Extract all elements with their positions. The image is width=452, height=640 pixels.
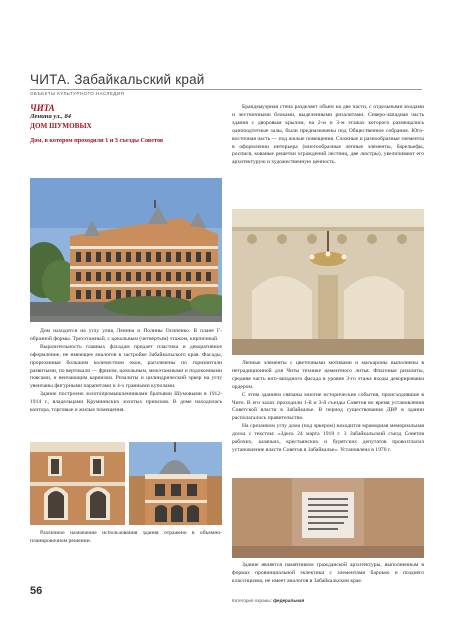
header-divider <box>30 89 422 90</box>
category-value: федеральная <box>273 598 305 603</box>
right-body-text-top <box>232 104 424 167</box>
running-header-title: ЧИТА. Забайкальский край <box>30 72 205 87</box>
paragraph: Здание построено золотопромышленниками братьями Шумовыми в 1912-1914 г., владельцами Круминнских золотых приисков. В доме находилась контора, торговые и жилые помещения. <box>30 391 222 414</box>
page-number: 56 <box>30 585 43 597</box>
right-body-text-bottom <box>232 562 424 586</box>
paragraph: Здание является памятником гражданской архитектуры, выполненным в формах провинциальной эклектики с элементами барокко и позднего классицизма, не имеет аналогов в Забайкальском крае. <box>232 562 424 584</box>
paragraph: Выразительность главных фасадам придает пластика и декоративное оформление, не имеющее аналогов в застройке Забайкальского края. Фасады, прорезанные большим количеством окон, расчленены по горизонтали развитыми, по вертикали — фризом, цокольным, межэтажными и подоконными поясами, и венчающим карнизом. Ризалиты и цилиндрический эркер на углу увенчаны фигурными парапетами и 4-х гранными куполами. <box>30 343 222 390</box>
city-heading: ЧИТА <box>30 103 55 113</box>
paragraph: Дом находится на углу улиц Ленина и Полины Осипенко. В плане Г-образной формы. Трехэтажный, с цокольным (четвертым) этажом, кирпичный. <box>30 328 222 342</box>
interior-stucco-photo <box>232 209 424 355</box>
building-main-photo <box>30 178 222 322</box>
photo-caption <box>30 530 222 546</box>
left-body-text <box>30 328 222 415</box>
running-header-subtitle: ОБЪЕКТЫ КУЛЬТУРНОГО НАСЛЕДИЯ <box>30 91 125 96</box>
memorial-plaque-photo <box>232 478 424 558</box>
paragraph: Лепные элементы с цветочными мотивами и маскароны выполнены в нетрадиционной для Читы технике цементного литья. Флагоные ризалиты, средняя часть юго-западного фасада в уровне 3-го этажа входы декорированы ордером. <box>232 360 424 390</box>
protection-category <box>232 598 424 603</box>
object-name: ДОМ ШУМОВЫХ <box>30 122 92 130</box>
corner-bay-photo <box>129 442 222 525</box>
category-label: Категория охраны: <box>232 598 272 603</box>
paragraph: Брандмауэрная стена разделяет объем на две части, с отдельными входами и лестничными блоками, выделенными ризалитами. Северо-западная часть здания с дворовым крылом, на 2-м и 3-м этажах которого размещались одноподтетные залы, были предназначены под Общественное собрание. Юго-восточная часть — под жилые помещения. Сложные и разнообразные элементы в оформлении интерьера (многообразные лепные элементы, барельефы, роспися, кованые решетки ограждений лестниц, две люстры), увеличивают его архитектурую и художественную ценность. <box>232 104 424 166</box>
facade-detail-photo <box>30 442 125 525</box>
address: Ленина ул., 84 <box>30 113 72 120</box>
paragraph: С этим зданием связаны многие исторические события, происходившие в Чите. В его залах проходили 1-й и 3-й съезды Советов во время установления Советской власти в Забайкалье. В период существования ДВР в здании располагалось правительство. <box>232 391 424 422</box>
caption-text: Различное назначение использования здания отражено в объемно-планировочном решении. <box>30 530 222 544</box>
right-body-text-middle <box>232 360 424 455</box>
left-column <box>30 103 222 145</box>
object-description: Дом, в котором проходили 1 и 3 съезды Советов <box>30 137 164 144</box>
paragraph: На срезанном углу дома (под эркером) находится мраморная мемориальная доска с текстом: «Здесь 24 марта 1918 г. 3 Забайкальский съезд Советов рабочих, казачьих, крестьянских и бурятских депутатов провозгласил установление власти Советов в Забайкалье». Установлена в 1970 г. <box>232 423 424 453</box>
